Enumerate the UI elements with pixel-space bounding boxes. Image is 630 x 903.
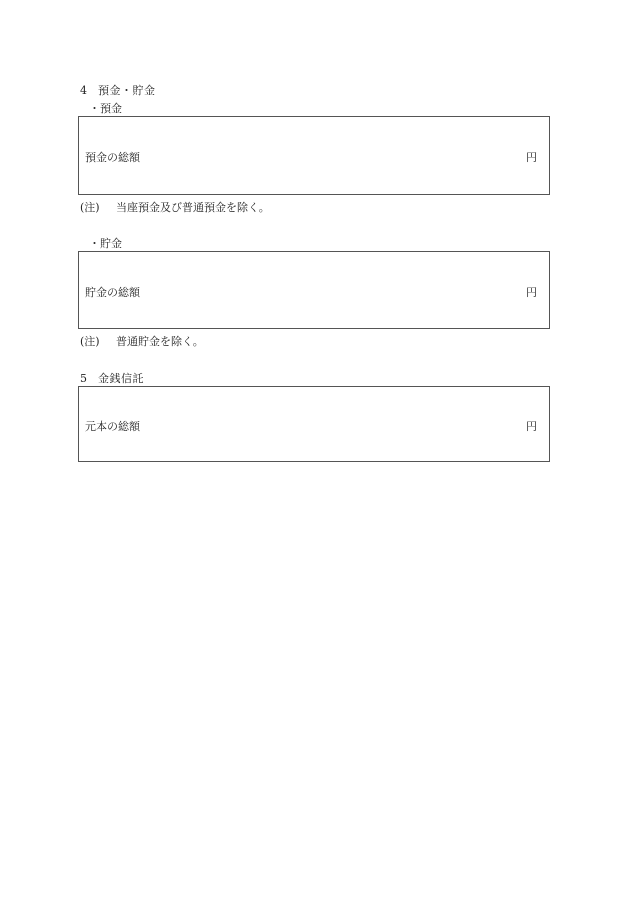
section-5-heading xyxy=(80,370,144,386)
savings-total-unit: 円 xyxy=(526,286,537,299)
deposit-subheading: ・預金 xyxy=(89,102,122,115)
section-5-number: 5 xyxy=(80,372,88,385)
savings-note-text: 普通貯金を除く。 xyxy=(116,335,204,348)
trust-principal-unit: 円 xyxy=(526,420,537,433)
section-4-title: 預金・貯金 xyxy=(98,84,156,97)
savings-total-label: 貯金の総額 xyxy=(85,286,140,299)
deposit-total-box xyxy=(78,116,550,195)
deposit-note xyxy=(80,199,270,215)
savings-subheading: ・貯金 xyxy=(89,237,122,250)
section-4-number: 4 xyxy=(80,84,88,97)
deposit-note-tag: (注) xyxy=(80,201,100,214)
section-5-title: 金銭信託 xyxy=(98,372,144,385)
trust-principal-label: 元本の総額 xyxy=(85,420,140,433)
trust-principal-box xyxy=(78,386,550,462)
savings-total-box xyxy=(78,251,550,329)
deposit-total-label: 預金の総額 xyxy=(85,151,140,164)
savings-note-tag: (注) xyxy=(80,335,100,348)
section-4-heading xyxy=(80,82,156,98)
deposit-total-unit: 円 xyxy=(526,151,537,164)
deposit-note-text: 当座預金及び普通預金を除く。 xyxy=(116,201,270,214)
savings-note xyxy=(80,333,204,349)
